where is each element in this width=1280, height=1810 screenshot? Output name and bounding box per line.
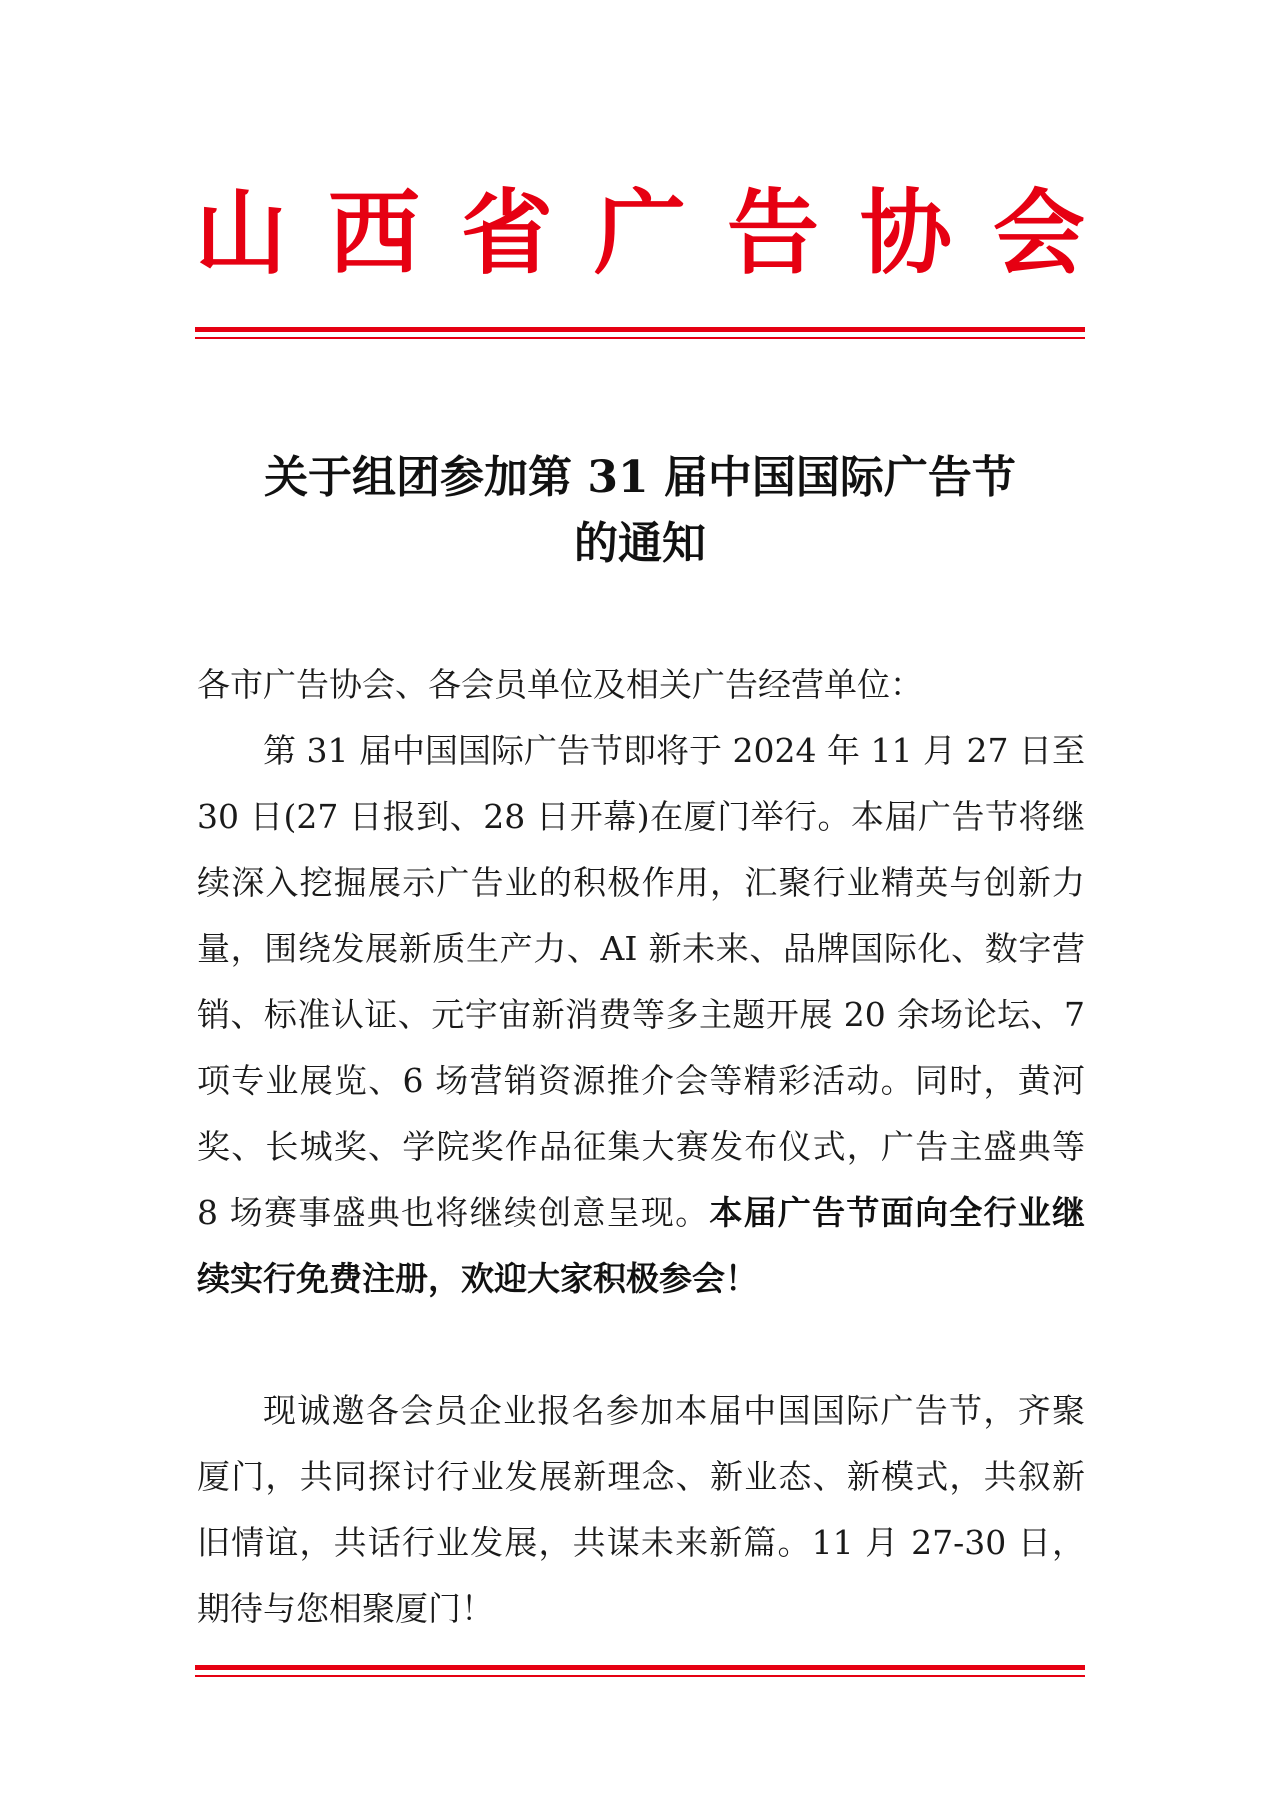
header-rule-thin bbox=[195, 337, 1085, 339]
salutation: 各市广告协会、各会员单位及相关广告经营单位： bbox=[197, 665, 923, 704]
paragraph-2-text: 现诚邀各会员企业报名参加本届中国国际广告节，齐聚厦门，共同探讨行业发展新理念、新业态、新模式，共叙新旧情谊，共话行业发展，共谋未来新篇。11 月 27-30 日，期待与您相聚厦门！ bbox=[197, 1391, 1085, 1628]
paragraph-1-text: 第 31 届中国国际广告节即将于 2024 年 11 月 27 日至 30 日(27 日报到、28 日开幕)在厦门举行。本届广告节将继续深入挖掘展示广告业的积极作用，汇聚行业精英与创新力量，围绕发展新质生产力、AI 新未来、品牌国际化、数字营销、标准认证、元宇宙新消费等多主题开展 20 余场论坛、7 项专业展览、6 场营销资源推介会等精彩活动。同时，黄河奖、长城奖、学院奖作品征集大赛发布仪式，广告主盛典等 8 场赛事盛典也将继续创意呈现。 bbox=[197, 731, 1085, 1232]
paragraph-1 bbox=[197, 718, 1085, 1312]
paragraph-1-bold: 本届广告节面向全行业继续实行免费注册，欢迎大家积极参会！ bbox=[197, 1193, 1085, 1298]
paragraph-2 bbox=[197, 1378, 1085, 1642]
org-char: 告 bbox=[726, 179, 819, 287]
header-rule-thick bbox=[195, 327, 1085, 332]
org-char: 西 bbox=[327, 179, 420, 287]
footer-rule-thick bbox=[195, 1665, 1085, 1670]
footer-rule-thin bbox=[195, 1675, 1085, 1677]
organization-header bbox=[195, 178, 1085, 288]
document-title-line2: 的通知 bbox=[574, 518, 706, 569]
org-char: 广 bbox=[593, 179, 686, 287]
org-char: 省 bbox=[460, 179, 553, 287]
org-char: 会 bbox=[992, 179, 1085, 287]
document-title-line1: 关于组团参加第 31 届中国国际广告节 bbox=[264, 452, 1016, 503]
org-char: 山 bbox=[195, 179, 288, 287]
org-char: 协 bbox=[859, 179, 952, 287]
